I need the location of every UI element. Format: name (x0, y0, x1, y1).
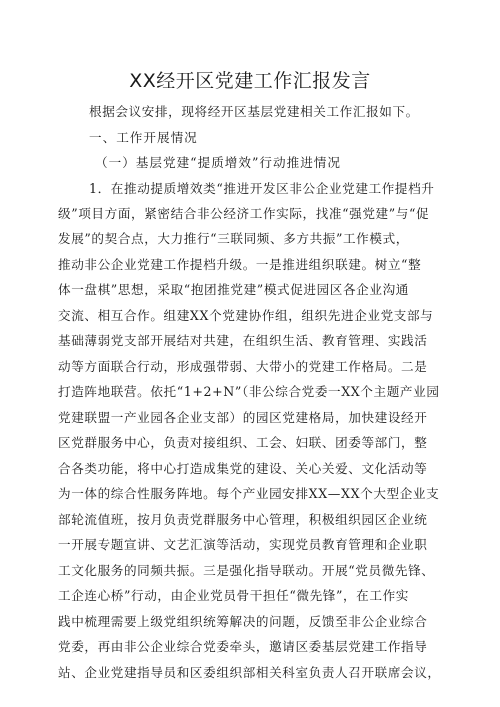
paragraph-line: 动等方面联合行动，形成强带弱、大带小的党建工作格局。二是 (58, 359, 428, 374)
paragraph-line: 部轮流值班，按月负责党群服务中心管理，积极组织园区企业统 (58, 512, 428, 527)
paragraph-line: 交流、相互合作。组建XX个党建协作组，组织先进企业党支部与 (58, 308, 434, 323)
section-heading-1: 一、工作开展情况 (89, 130, 198, 145)
paragraph-line: 区党群服务中心，负责对接组织、工会、妇联、团委等部门，整 (58, 435, 428, 450)
paragraph-line-intro: 根据会议安排，现将经开区基层党建相关工作汇报如下。 (89, 104, 419, 119)
paragraph-line: 体一盘棋”思想，采取“抱团推党建”模式促进园区各企业沟通 (58, 282, 409, 297)
paragraph-line: 级”项目方面，紧密结合非公经济工作实际，找准“强党建”与“促 (58, 206, 430, 221)
subsection-heading-1: （一）基层党建“提质增效”行动推进情况 (95, 155, 341, 170)
document-title: XX经开区党建工作汇报发言 (129, 70, 371, 92)
paragraph-line: 推动非公企业党建工作提档升级。一是推进组织联建。树立“整 (58, 257, 422, 272)
paragraph-line: 工企连心桥”行动，由企业党员骨干担任“微先锋”，在工作实 (58, 588, 409, 603)
paragraph-line: 党建联盟一产业园各企业支部）的园区党建格局，加快建设经开 (58, 410, 428, 425)
paragraph-line: 1．在推动提质增效类“推进开发区非公企业党建工作提档升 (89, 181, 435, 196)
paragraph-line: 工文化服务的同频共振。三是强化指导联动。开展“党员微先锋、 (58, 563, 435, 578)
paragraph-line: 为一体的综合性服务阵地。每个产业园安排XX—XX个大型企业支 (58, 486, 440, 501)
paragraph-line: 合各类功能，将中心打造成集党的建设、关心关爱、文化活动等 (58, 461, 428, 476)
paragraph-line: 站、企业党建指导员和区委组织部相关科室负责人召开联席会议， (58, 665, 441, 680)
paragraph-line: 一开展专题宣讲、文艺汇演等活动，实现党员教育管理和企业职 (58, 537, 428, 552)
paragraph-line: 基础薄弱党支部开展结对共建，在组织生活、教育管理、实践活 (58, 333, 428, 348)
paragraph-line: 践中梳理需要上级党组织统筹解决的问题，反馈至非公企业综合 (58, 614, 428, 629)
paragraph-line: 发展”的契合点，大力推行“三联同频、多方共振”工作模式， (58, 231, 409, 246)
paragraph-line: 党委，再由非公企业综合党委牵头，邀请区委基层党建工作指导 (58, 639, 428, 654)
paragraph-line: 打造阵地联营。依托“1+2+N”（非公综合党委一XX个主题产业园 (58, 384, 440, 399)
